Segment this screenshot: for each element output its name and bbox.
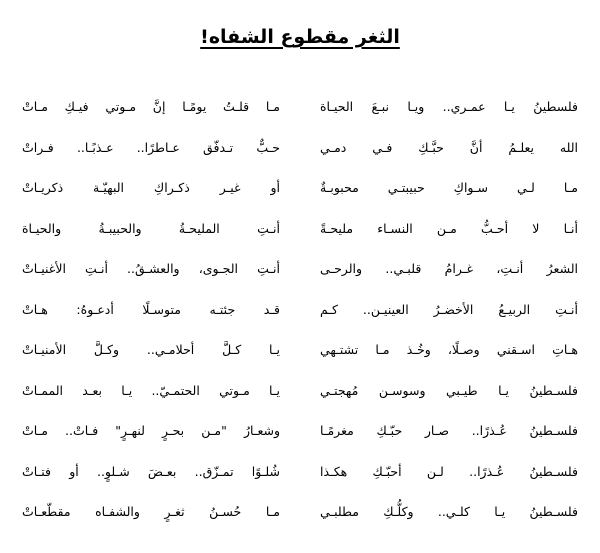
verse-first-hemistich: فلسـطينُ يـا طيـبي وسوسـن مُهجتـي xyxy=(320,382,578,398)
verse-first-hemistich: أنـتِ الربيـعُ الأخضـرُ العينيـن.. كـم xyxy=(320,301,578,317)
verse-line xyxy=(22,134,578,175)
verse-second-hemistich: وشعـارُ "مـن بحـرٍ لنهـرٍ" فـاتْ.. مـاتْ xyxy=(22,423,280,438)
verse-first-hemistich: الشعرُ أنـتِ، غـرامُ قلبـي.. والرحـى xyxy=(320,261,578,276)
verse-second-hemistich: يـا كـلَّ أحلامـي.. وكـلَّ الأمنيـاتْ xyxy=(22,342,280,357)
verse-first-hemistich: فلسطينُ يـا عمـري.. ويـا نبـعَ الحيـاة xyxy=(320,99,578,114)
verse-line xyxy=(22,336,578,377)
verse-line xyxy=(22,377,578,418)
verse-line xyxy=(22,458,578,499)
verse-line xyxy=(22,296,578,337)
verse-second-hemistich: مـا قلـتُ يومًـا إنَّ مـوتي فيـكِ مـاتْ xyxy=(22,99,280,114)
verse-line xyxy=(22,498,578,539)
verse-line xyxy=(22,93,578,134)
verse-second-hemistich: أنـتِ الجـوى، والعشـقُ.. أنـتِ الأغنيـاتْ xyxy=(22,261,280,276)
verse-second-hemistich: أنـتِ المليحـةُ والحبيبـةُ والحيـاة xyxy=(22,220,280,236)
verse-line xyxy=(22,174,578,215)
verse-line xyxy=(22,215,578,256)
verse-first-hemistich: فلسـطينُ عُـذرًا.. صـار حبّـكِ مغرمًـا xyxy=(320,423,578,438)
verse-first-hemistich: فلسـطينُ عُـذرًا.. لـن أحبّـكِ هكـذا xyxy=(320,463,578,479)
verse-second-hemistich: شُلـوًا تمـزّق.. بعـضَ شـلوٍ.. أو فتـاتْ xyxy=(22,463,280,479)
verse-line xyxy=(22,255,578,296)
verse-first-hemistich: أنـا لا أحـبُّ مـن النسـاء مليحـةً xyxy=(320,220,578,236)
verse-second-hemistich: يـا مـوتي الحتمـيّ.. يـا بعـد الممـاتْ xyxy=(22,382,280,398)
poem-title-text: الثغر مقطوع الشفاه! xyxy=(200,26,400,48)
poem-body xyxy=(22,93,578,539)
poem-title xyxy=(0,22,600,52)
verse-first-hemistich: مـا لـي سـواكِ حبيبتـي محبوبـةٌ xyxy=(320,180,578,195)
verse-second-hemistich: قـد جئتـه متوسـلًا أدعـوهُ: هـاتْ xyxy=(22,301,280,317)
verse-second-hemistich: مـا حُسـنُ ثغـرٍ والشفـاه مقطّعـاتْ xyxy=(22,504,280,519)
verse-first-hemistich: فلسـطينُ يـا كلـي.. وكلُّـكِ مطلبـي xyxy=(320,504,578,519)
verse-line xyxy=(22,417,578,458)
verse-first-hemistich: هـاتِ اسـقني وصـلًا، وخُـذ مـا تشتـهي xyxy=(320,342,578,357)
verse-first-hemistich: الله يعلـمُ أنَّ حبَّـكِ فـي دمـي xyxy=(320,139,578,155)
verse-second-hemistich: حـبٌّ تـدفّق عـاطرًا.. عـذبًـا.. فـراتْ xyxy=(22,139,280,155)
verse-second-hemistich: أو غيـر ذكـراكِ البهيّـة ذكريـاتْ xyxy=(22,180,280,195)
